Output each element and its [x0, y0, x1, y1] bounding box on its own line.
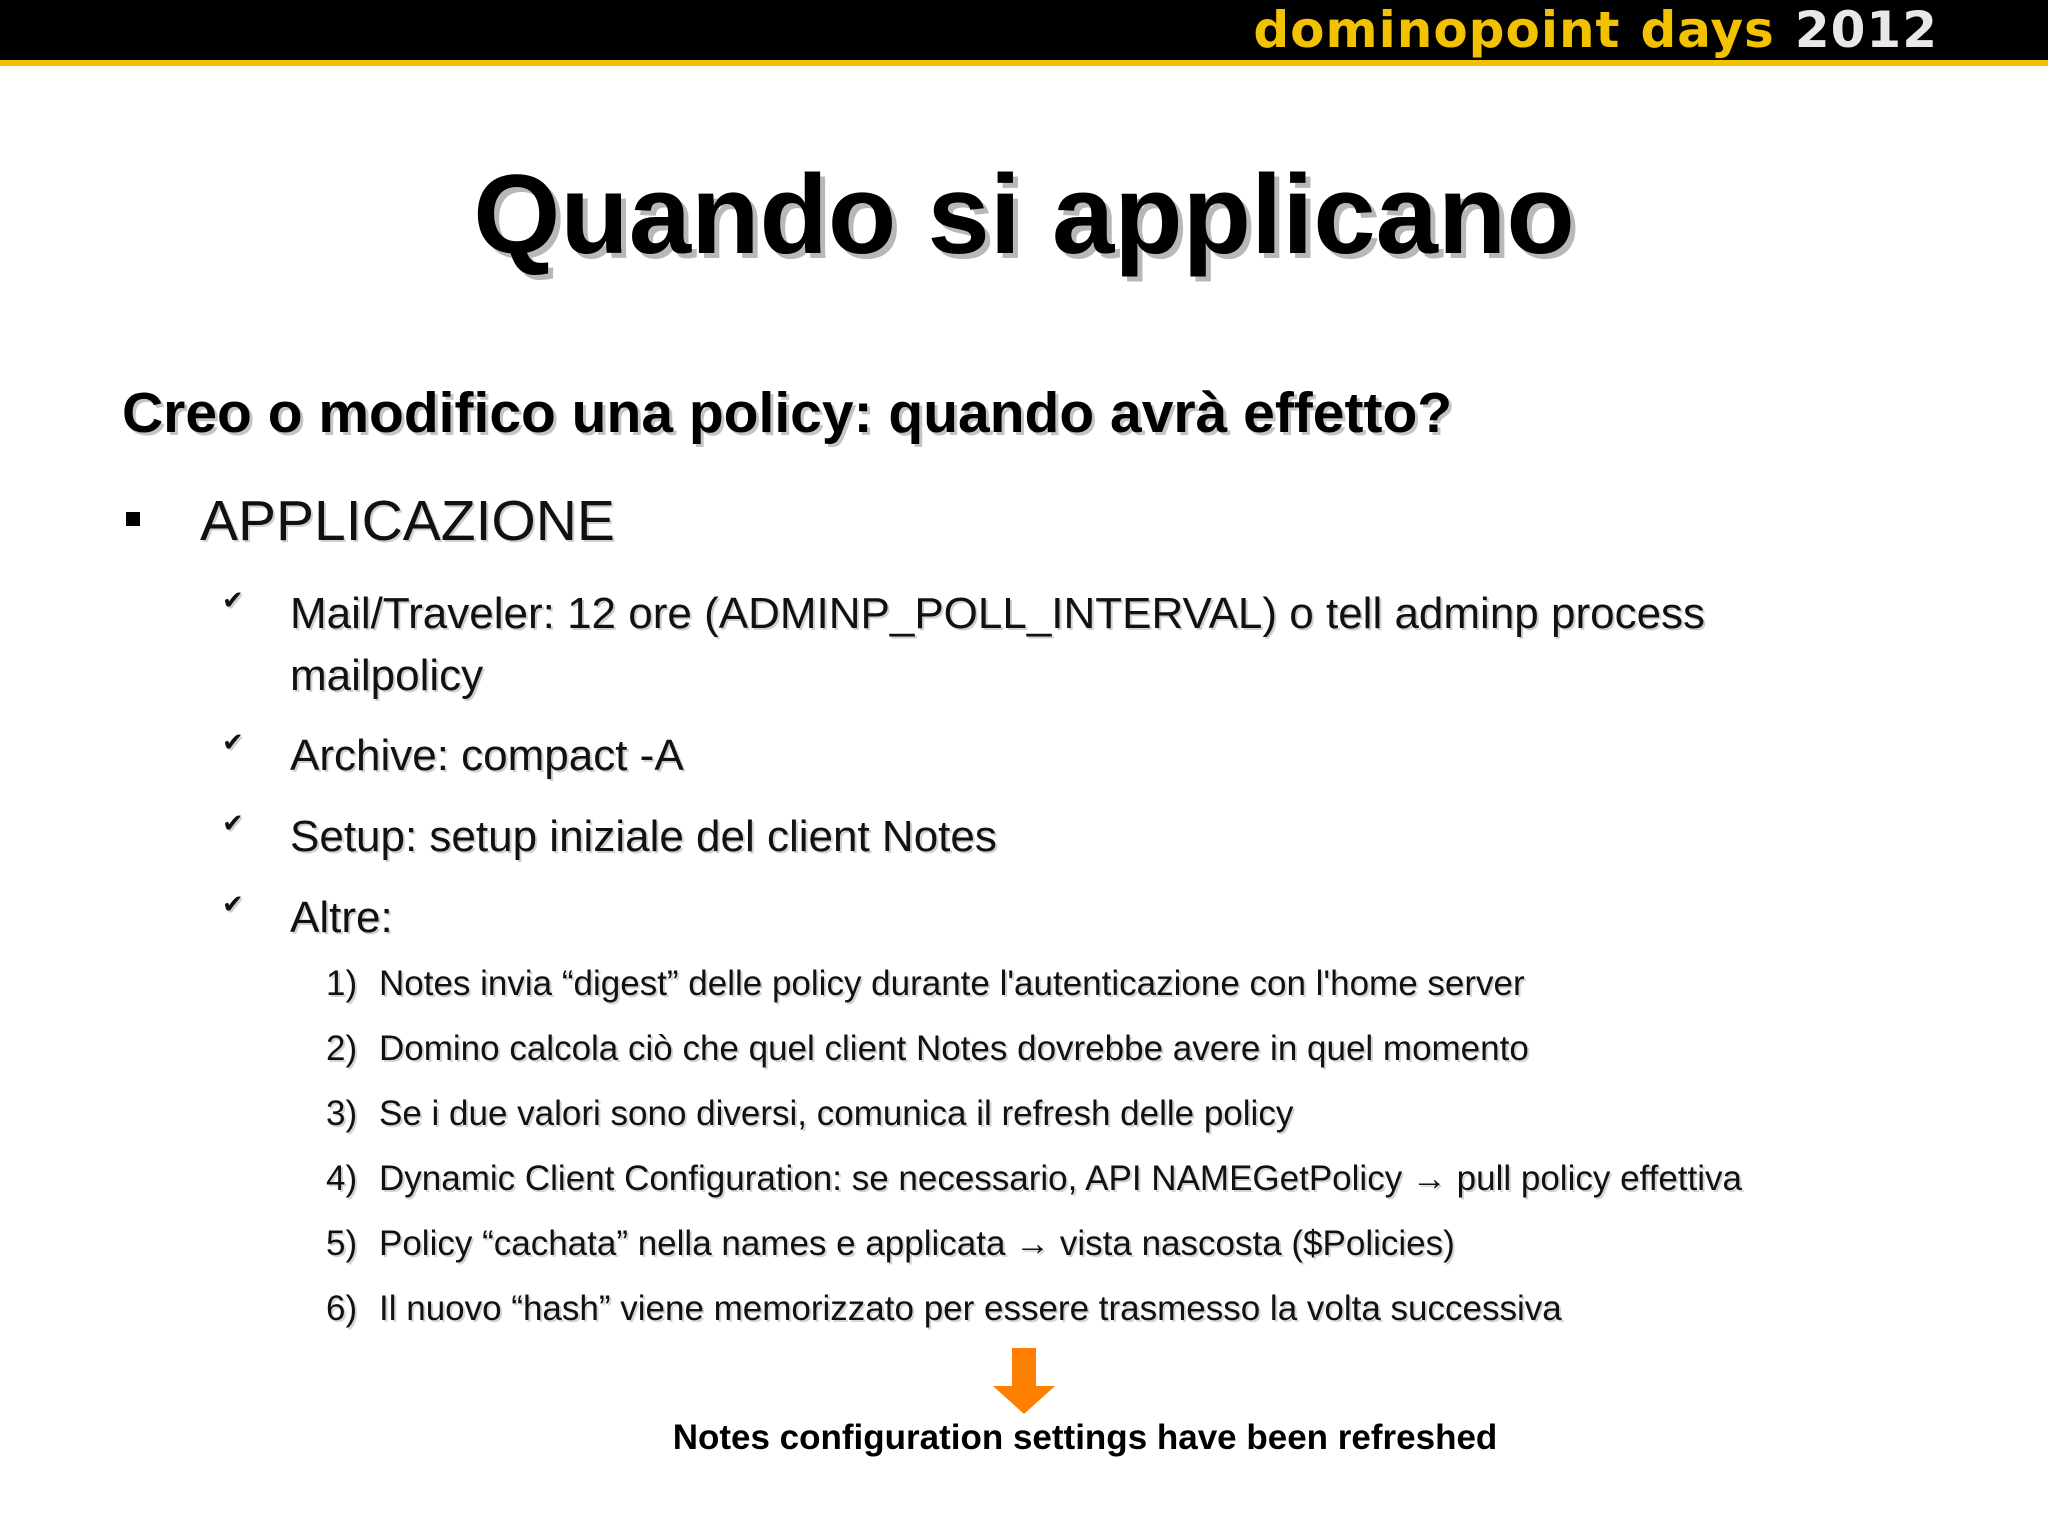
checkmark-icon: ✔	[222, 727, 244, 757]
checkmark-icon: ✔	[222, 585, 244, 615]
step-number: 4)	[326, 1159, 358, 1198]
checkmark-icon: ✔	[222, 889, 244, 919]
step-number: 1)	[326, 964, 358, 1003]
step-number: 3)	[326, 1094, 358, 1133]
down-arrow-icon	[993, 1348, 1055, 1414]
brand-name: dominopoint	[1253, 1, 1621, 59]
check-item-text: Altre:	[290, 893, 393, 942]
step-text: Se i due valori sono diversi, comunica il refresh delle policy	[379, 1094, 1294, 1133]
step-number: 6)	[326, 1289, 358, 1328]
step-text: Policy “cachata” nella names e applicata → vista nascosta ($Policies)	[379, 1224, 1455, 1263]
brand-logo	[1253, 2, 1938, 58]
brand-days: days	[1640, 1, 1775, 59]
slide-subtitle: Creo o modifico una policy: quando avrà effetto?	[122, 381, 1453, 445]
checkmark-icon: ✔	[222, 808, 244, 838]
step-text: Notes invia “digest” delle policy durante l'autenticazione con l'home server	[379, 964, 1525, 1003]
check-item-text: Setup: setup iniziale del client Notes	[290, 812, 997, 861]
step-number: 2)	[326, 1029, 358, 1068]
section-label: APPLICAZIONE	[200, 489, 615, 553]
step-text: Dynamic Client Configuration: se necessario, API NAMEGetPolicy → pull policy effettiva	[379, 1159, 1743, 1198]
header-bar	[0, 0, 2048, 66]
brand-year: 2012	[1794, 1, 1938, 59]
square-bullet-icon	[126, 512, 140, 526]
check-item-text: Mail/Traveler: 12 ore (ADMINP_POLL_INTERVAL) o tell adminp process mailpolicy	[290, 589, 1706, 700]
step-text: Domino calcola ciò che quel client Notes dovrebbe avere in quel momento	[379, 1029, 1529, 1068]
footer-note: Notes configuration settings have been refreshed	[672, 1418, 1498, 1457]
step-number: 5)	[326, 1224, 358, 1263]
step-text: Il nuovo “hash” viene memorizzato per essere trasmesso la volta successiva	[379, 1289, 1562, 1328]
check-item-text: Archive: compact -A	[290, 731, 684, 780]
slide-title: Quando si applicano	[473, 152, 1575, 277]
